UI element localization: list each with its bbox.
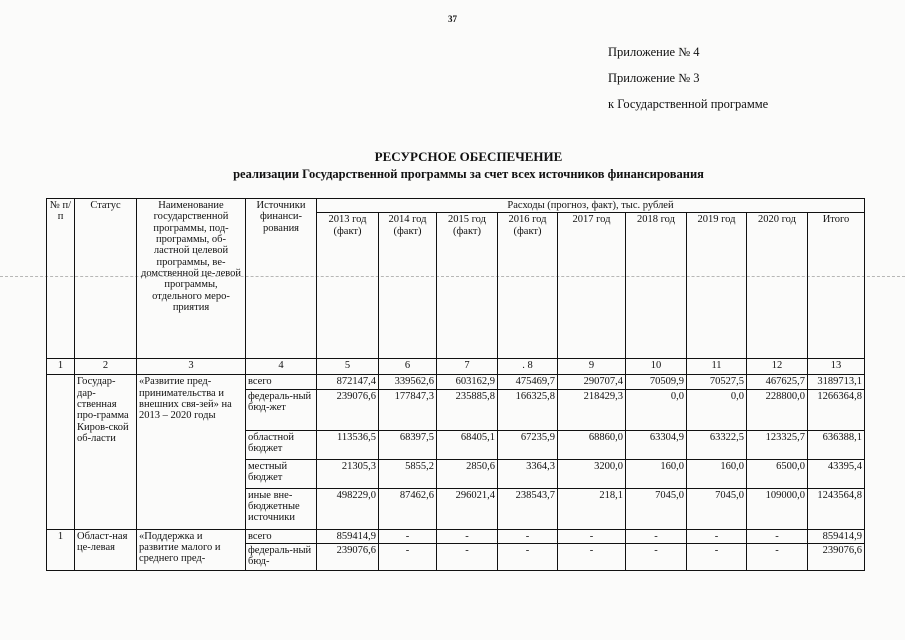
table-row: [47, 529, 865, 543]
source-cell: местный бюджет: [246, 459, 317, 488]
header-year: 2013 год (факт): [317, 213, 379, 359]
value-cell: 177847,3: [379, 389, 437, 430]
total-cell: 859414,9: [808, 529, 865, 543]
value-cell: 67235,9: [498, 430, 558, 459]
value-cell: 3364,3: [498, 459, 558, 488]
value-cell: 70509,9: [626, 375, 687, 389]
value-cell: -: [437, 543, 498, 570]
header-year: 2019 год: [687, 213, 747, 359]
value-cell: -: [626, 529, 687, 543]
value-cell: 68860,0: [558, 430, 626, 459]
total-cell: 43395,4: [808, 459, 865, 488]
value-cell: -: [626, 543, 687, 570]
value-cell: 467625,7: [747, 375, 808, 389]
col-number: 1: [47, 359, 75, 375]
value-cell: 872147,4: [317, 375, 379, 389]
header-year: 2020 год: [747, 213, 808, 359]
value-cell: 218,1: [558, 488, 626, 529]
value-cell: 5855,2: [379, 459, 437, 488]
document-title: РЕСУРСНОЕ ОБЕСПЕЧЕНИЕ: [374, 149, 563, 164]
value-cell: 218429,3: [558, 389, 626, 430]
value-cell: -: [498, 529, 558, 543]
value-cell: -: [747, 529, 808, 543]
header-status: Статус: [75, 199, 137, 359]
col-number: 7: [437, 359, 498, 375]
appendix-line-2: Приложение № 3: [608, 71, 700, 85]
header-source: Источники финанси-рования: [246, 199, 317, 359]
program-name-cell: «Развитие пред-принимательства и внешних свя-зей» на 2013 – 2020 годы: [137, 375, 246, 529]
col-number: 5: [317, 359, 379, 375]
value-cell: -: [687, 529, 747, 543]
value-cell: 238543,7: [498, 488, 558, 529]
value-cell: 475469,7: [498, 375, 558, 389]
value-cell: 239076,6: [317, 389, 379, 430]
col-number: 11: [687, 359, 747, 375]
source-cell: федераль-ный бюд-жет: [246, 389, 317, 430]
source-cell: иные вне-бюджетные источники: [246, 488, 317, 529]
value-cell: 68405,1: [437, 430, 498, 459]
value-cell: 228800,0: [747, 389, 808, 430]
source-cell: федераль-ный бюд-: [246, 543, 317, 570]
appendix-line-3: к Государственной программе: [608, 97, 769, 111]
header-expenses: Расходы (прогноз, факт), тыс. рублей: [317, 199, 865, 213]
column-number-row: [47, 359, 865, 375]
value-cell: 296021,4: [437, 488, 498, 529]
header-year: 2017 год: [558, 213, 626, 359]
value-cell: -: [558, 543, 626, 570]
value-cell: 239076,6: [317, 543, 379, 570]
value-cell: 2850,6: [437, 459, 498, 488]
header-total: Итого: [808, 213, 865, 359]
status-cell: Област-ная це-левая: [75, 529, 137, 570]
source-cell: всего: [246, 375, 317, 389]
header-year: 2014 год (факт): [379, 213, 437, 359]
col-number: 12: [747, 359, 808, 375]
value-cell: 7045,0: [626, 488, 687, 529]
col-number: 10: [626, 359, 687, 375]
header-year: 2016 год (факт): [498, 213, 558, 359]
value-cell: -: [687, 543, 747, 570]
value-cell: 603162,9: [437, 375, 498, 389]
value-cell: 160,0: [687, 459, 747, 488]
value-cell: 166325,8: [498, 389, 558, 430]
value-cell: 109000,0: [747, 488, 808, 529]
header-year: 2018 год: [626, 213, 687, 359]
value-cell: -: [437, 529, 498, 543]
row-num-cell: [47, 375, 75, 529]
value-cell: 87462,6: [379, 488, 437, 529]
value-cell: -: [379, 529, 437, 543]
value-cell: 339562,6: [379, 375, 437, 389]
value-cell: 7045,0: [687, 488, 747, 529]
value-cell: 290707,4: [558, 375, 626, 389]
status-cell: Государ-дар-ственная про-грамма Киров-ской об-ласти: [75, 375, 137, 529]
document-subtitle: реализации Государственной программы за счет всех источников финансирования: [233, 167, 704, 181]
col-number: 3: [137, 359, 246, 375]
value-cell: 113536,5: [317, 430, 379, 459]
value-cell: 3200,0: [558, 459, 626, 488]
value-cell: -: [498, 543, 558, 570]
value-cell: 21305,3: [317, 459, 379, 488]
total-cell: 3189713,1: [808, 375, 865, 389]
row-num-cell: 1: [47, 529, 75, 570]
value-cell: 859414,9: [317, 529, 379, 543]
col-number: 6: [379, 359, 437, 375]
value-cell: 160,0: [626, 459, 687, 488]
value-cell: 235885,8: [437, 389, 498, 430]
appendix-line-1: Приложение № 4: [608, 45, 700, 59]
total-cell: 239076,6: [808, 543, 865, 570]
col-number: 9: [558, 359, 626, 375]
program-name-cell: «Поддержка и развитие малого и среднего пред-: [137, 529, 246, 570]
value-cell: 498229,0: [317, 488, 379, 529]
value-cell: -: [558, 529, 626, 543]
value-cell: 68397,5: [379, 430, 437, 459]
source-cell: областной бюджет: [246, 430, 317, 459]
col-number: . 8: [498, 359, 558, 375]
value-cell: 6500,0: [747, 459, 808, 488]
header-num: № п/п: [47, 199, 75, 359]
value-cell: 0,0: [626, 389, 687, 430]
value-cell: -: [747, 543, 808, 570]
total-cell: 636388,1: [808, 430, 865, 459]
resource-table: [46, 198, 865, 571]
header-name: Наименование государственной программы, под-программы, об-ластной целевой программы, ве-домственной це-левой программы, отдельного меро-приятия: [137, 199, 246, 359]
source-cell: всего: [246, 529, 317, 543]
col-number: 2: [75, 359, 137, 375]
table-row: [47, 375, 865, 389]
page-number: 37: [448, 14, 457, 24]
value-cell: 63304,9: [626, 430, 687, 459]
col-number: 13: [808, 359, 865, 375]
value-cell: -: [379, 543, 437, 570]
value-cell: 123325,7: [747, 430, 808, 459]
value-cell: 63322,5: [687, 430, 747, 459]
total-cell: 1266364,8: [808, 389, 865, 430]
value-cell: 70527,5: [687, 375, 747, 389]
header-row-1: [47, 199, 865, 213]
header-year: 2015 год (факт): [437, 213, 498, 359]
col-number: 4: [246, 359, 317, 375]
value-cell: 0,0: [687, 389, 747, 430]
total-cell: 1243564,8: [808, 488, 865, 529]
